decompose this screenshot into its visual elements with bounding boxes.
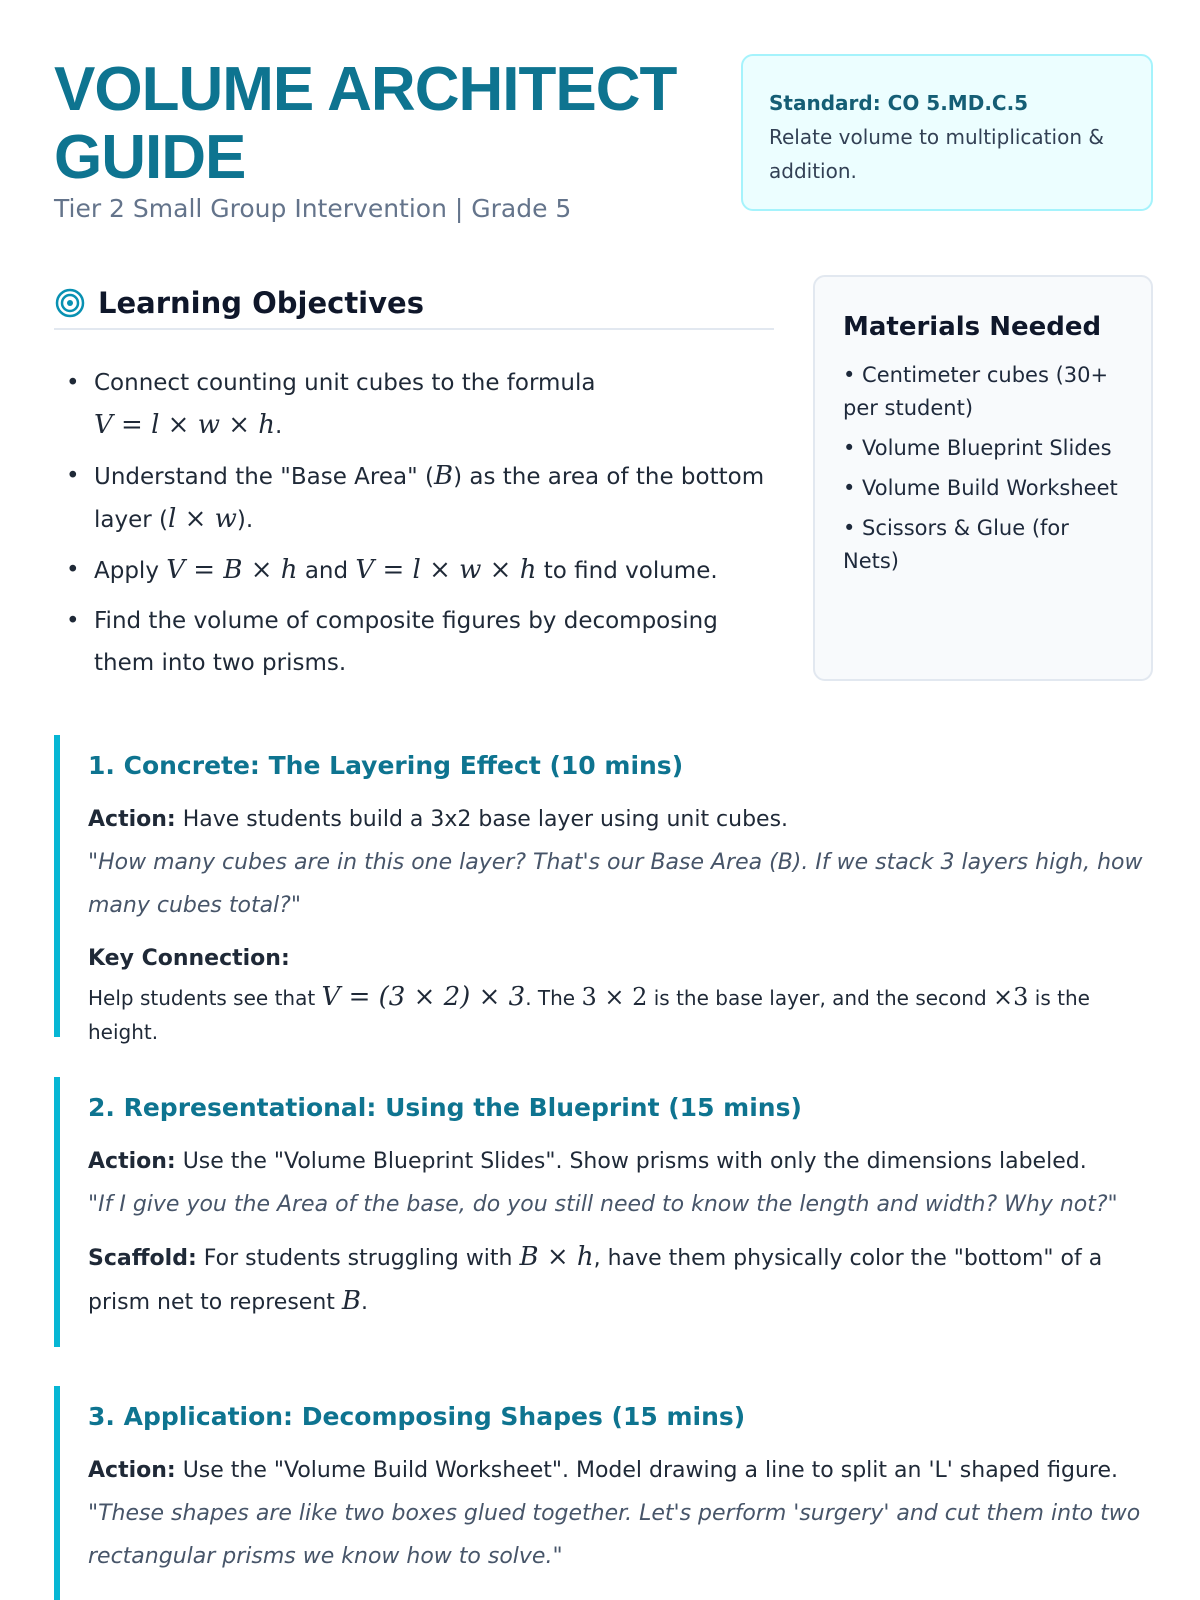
formula: B: [341, 1286, 362, 1316]
section-application: [54, 1386, 1164, 1600]
objectives-list: [66, 362, 766, 692]
objectives-heading: [54, 278, 774, 330]
page-title: VOLUME ARCHITECT GUIDE: [54, 55, 677, 192]
label: Action:: [88, 1149, 176, 1174]
page-subtitle: Tier 2 Small Group Intervention | Grade 5: [54, 194, 572, 223]
text: is the base layer, and the second: [647, 986, 994, 1010]
key-connection-label: [88, 937, 1164, 980]
objective-item: [66, 549, 766, 592]
text: and: [297, 558, 356, 584]
objective-item: [66, 600, 766, 684]
formula: B: [433, 461, 454, 491]
objective-item: [66, 455, 766, 541]
scaffold-text: [88, 1236, 1164, 1324]
action-text: [88, 1449, 1164, 1492]
formula: l × w: [168, 504, 237, 534]
text: Have students build a 3x2 base layer using unit cubes.: [175, 807, 789, 832]
text: . The: [525, 986, 582, 1010]
text: to find volume.: [536, 558, 718, 584]
text: .: [361, 1290, 369, 1315]
text: is the height.: [88, 986, 1090, 1044]
text: For students struggling with: [196, 1246, 520, 1271]
text: Use the "Volume Build Worksheet". Model drawing a line to split an 'L' shaped figure.: [175, 1458, 1118, 1483]
text: Help students see that: [88, 986, 322, 1010]
standard-card: [741, 54, 1153, 211]
section-title: 2. Representational: Using the Blueprint (15 mins): [88, 1093, 802, 1122]
action-text: [88, 798, 1164, 841]
text: Use the "Volume Blueprint Slides". Show prisms with only the dimensions labeled.: [175, 1149, 1087, 1174]
formula: 3 × 2: [581, 983, 648, 1011]
material-item: • Volume Build Worksheet: [843, 476, 1118, 500]
label: Key Connection:: [88, 946, 290, 971]
material-item: • Scissors & Glue (for Nets): [843, 516, 1069, 573]
formula: V = B × h: [166, 555, 298, 585]
standard-label: Standard: CO 5.MD.C.5: [769, 91, 1029, 115]
text: .: [275, 413, 283, 439]
standard-text: Relate volume to multiplication & addition.: [769, 125, 1104, 183]
teacher-quote: "If I give you the Area of the base, do you still need to know the length and width? Why not?": [88, 1192, 1118, 1217]
text: , have them physically color the "bottom" of a prism net to represent: [88, 1246, 1103, 1315]
objective-item: [66, 362, 766, 447]
teacher-quote: "How many cubes are in this one layer? That's our Base Area (B). If we stack 3 layers high, how many cubes total?": [88, 850, 1143, 918]
section-title: 1. Concrete: The Layering Effect (10 mins): [88, 751, 684, 780]
material-item: • Centimeter cubes (30+ per student): [843, 363, 1109, 420]
formula: V = l × w × h: [355, 555, 537, 585]
section-concrete: [54, 735, 1164, 1044]
text: Find the volume of composite figures by decomposing them into two prisms.: [94, 608, 718, 676]
text: ).: [236, 507, 254, 533]
objectives-title: Learning Objectives: [98, 286, 424, 320]
section-title: 3. Application: Decomposing Shapes (15 mins): [88, 1402, 746, 1431]
formula: ×3: [993, 983, 1029, 1011]
formula: V = l × w × h: [94, 410, 276, 440]
formula: B × h: [519, 1242, 594, 1272]
teacher-quote: "These shapes are like two boxes glued together. Let's perform 'surgery' and cut them into two rectangular prisms we know how to solve.": [88, 1501, 1141, 1569]
section-representational: [54, 1077, 1164, 1347]
text: Understand the "Base Area" (: [94, 464, 434, 490]
formula: V = (3 × 2) × 3: [321, 982, 526, 1012]
text: Connect counting unit cubes to the formula: [94, 370, 596, 396]
key-connection-text: [88, 980, 1164, 1049]
materials-title: Materials Needed: [843, 312, 1102, 342]
text: ) as the area of the bottom layer (: [94, 464, 765, 533]
label: Scaffold:: [88, 1246, 197, 1271]
action-text: [88, 1140, 1164, 1183]
materials-card: [813, 275, 1153, 681]
material-item: • Volume Blueprint Slides: [843, 436, 1112, 460]
label: Action:: [88, 807, 176, 832]
target-icon: [54, 287, 86, 319]
label: Action:: [88, 1458, 176, 1483]
text: Apply: [94, 558, 167, 584]
